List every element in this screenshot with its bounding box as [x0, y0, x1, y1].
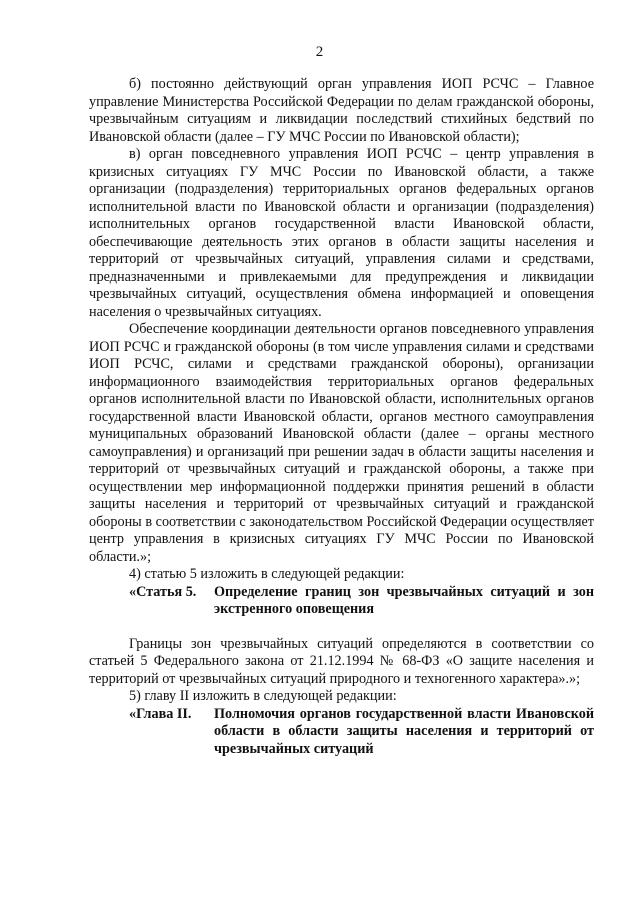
chapter-title: Полномочия органов государственной власти Ивановской области в области защиты населения и территорий от чрезвычайных ситуаций [214, 705, 594, 757]
paragraph: 4) статью 5 изложить в следующей редакции: [129, 566, 405, 582]
paragraph: в) орган повседневного управления ИОП РСЧС – центр управления в кризисных ситуациях ГУ МЧС России по Ивановской области, а также организации (подразделения) территориальных органов федеральных органов исполнительной власти по Ивановской области и организации (подразделения) исполнительных органов государственной власти Ивановской области, обеспечивающие деятельность этих органов в области защиты населения и территорий от чрезвычайных ситуаций, управления силами и средствами, предназначенными и привлекаемыми для предупреждения и ликвидации чрезвычайных ситуаций, осуществления обмена информацией и оповещения населения о чрезвычайных ситуациях. [89, 146, 594, 320]
article-5-heading [89, 584, 594, 619]
chapter-label: «Глава II. [129, 705, 192, 722]
paragraph: Обеспечение координации деятельности органов повседневного управления ИОП РСЧС и гражданской обороны (в том числе управления силами и средствами ИОП РСЧС, силами и средствами гражданской обороны), организации информационного взаимодействия территориальных органов федеральных органов исполнительной власти по Ивановской области, исполнительных органов государственной власти Ивановской области, органов местного самоуправления муниципальных образований Ивановской области (далее – органы местного самоуправления) и организаций при решении задач в области защиты населения и территорий от чрезвычайных ситуаций и гражданской обороны, а также при осуществлении мер информационной поддержки принятия решений в области защиты населения и территорий от чрезвычайных ситуаций и гражданской обороны в соответствии с законодательством Российской Федерации осуществляет центр управления в кризисных ситуациях ГУ МЧС России по Ивановской области.»; [89, 321, 594, 565]
article-title: Определение границ зон чрезвычайных ситуаций и зон экстренного оповещения [214, 583, 594, 617]
paragraph: б) постоянно действующий орган управления ИОП РСЧС – Главное управление Министерства Российской Федерации по делам гражданской обороны, чрезвычайным ситуациям и ликвидации последствий стихийных бедствий по Ивановской области (далее – ГУ МЧС России по Ивановской области); [89, 76, 594, 145]
paragraph: 5) главу II изложить в следующей редакции: [129, 688, 397, 704]
article-label: «Статья 5. [129, 583, 197, 600]
spacer [89, 619, 594, 636]
chapter-2-heading [89, 706, 594, 759]
document-body [89, 76, 594, 758]
page-number: 2 [315, 44, 324, 60]
paragraph: Границы зон чрезвычайных ситуаций определяются в соответствии со статьей 5 Федерального закона от 21.12.1994 № 68-ФЗ «О защите населения и территорий от чрезвычайных ситуаций природного и техногенного характера».»; [89, 635, 594, 687]
